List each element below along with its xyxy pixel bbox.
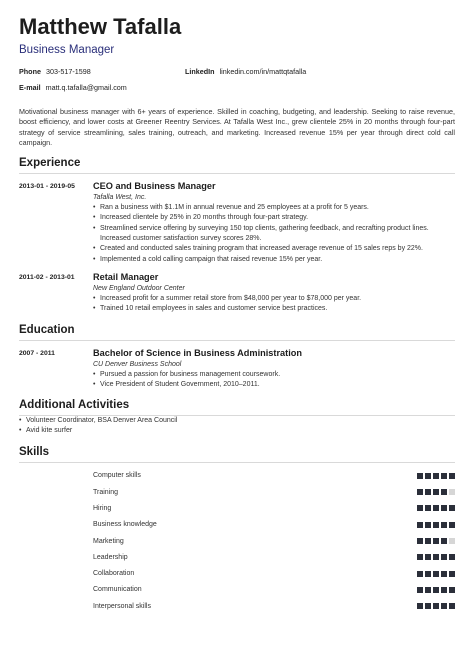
skill-dot-filled <box>425 489 431 495</box>
skill-dot-filled <box>417 554 423 560</box>
experience-list <box>19 180 455 314</box>
education-body <box>93 347 455 391</box>
skill-level-rating <box>417 505 455 511</box>
skill-name: Hiring <box>93 504 112 512</box>
skill-dot-filled <box>417 522 423 528</box>
skill-dot-filled <box>449 522 455 528</box>
linkedin-value: linkedin.com/in/mattqtafalla <box>219 67 307 76</box>
skill-dot-filled <box>417 538 423 544</box>
skill-row <box>93 549 455 565</box>
education-dates: 2007 - 2011 <box>19 349 55 357</box>
skill-dot-empty <box>449 489 455 495</box>
skill-level-rating <box>417 587 455 593</box>
experience-entry <box>19 271 455 315</box>
skill-dot-filled <box>417 603 423 609</box>
skill-level-rating <box>417 571 455 577</box>
skill-dot-filled <box>441 554 447 560</box>
skill-level-rating <box>417 554 455 560</box>
skill-row <box>93 566 455 582</box>
skill-dot-filled <box>441 587 447 593</box>
skill-dot-filled <box>449 571 455 577</box>
skill-row <box>93 500 455 516</box>
skill-dot-filled <box>433 554 439 560</box>
experience-dates: 2013-01 - 2019-05 <box>19 183 75 191</box>
job-bullet: • Streamlined service offering by surveying 150 top clients, gathering feedback, and recrafting product lines. Increased customer satisfaction survey scores 28%. <box>93 224 455 245</box>
experience-heading: Experience <box>19 156 455 174</box>
job-organization: New England Outdoor Center <box>93 284 185 292</box>
contact-email <box>19 83 127 92</box>
education-list <box>19 347 455 391</box>
job-bullets <box>93 294 455 315</box>
experience-body <box>93 271 455 315</box>
skill-level-rating <box>417 538 455 544</box>
skill-dot-filled <box>433 538 439 544</box>
skill-row <box>93 598 455 614</box>
skill-dot-filled <box>433 603 439 609</box>
skill-dot-filled <box>425 522 431 528</box>
skill-dot-filled <box>441 473 447 479</box>
skill-dot-filled <box>433 473 439 479</box>
skill-dot-filled <box>417 489 423 495</box>
skill-dot-filled <box>449 587 455 593</box>
activities-heading: Additional Activities <box>19 398 455 416</box>
education-heading: Education <box>19 323 455 341</box>
skill-dot-filled <box>433 522 439 528</box>
skill-dot-filled <box>417 571 423 577</box>
skill-dot-filled <box>417 505 423 511</box>
contact-phone <box>19 67 91 76</box>
skill-row <box>93 468 455 484</box>
skill-dot-filled <box>449 505 455 511</box>
skill-dot-filled <box>417 473 423 479</box>
job-organization: Tafalla West, Inc. <box>93 194 147 202</box>
skill-dot-filled <box>417 587 423 593</box>
skill-dot-filled <box>441 603 447 609</box>
education-bullet: • Vice President of Student Government, 2010–2011. <box>93 380 455 390</box>
skill-dot-filled <box>449 554 455 560</box>
contact-linkedin <box>185 67 306 76</box>
skill-row <box>93 517 455 533</box>
skill-row <box>93 533 455 549</box>
skill-name: Marketing <box>93 537 124 545</box>
skill-dot-filled <box>425 603 431 609</box>
education-entry <box>19 347 455 391</box>
skill-row <box>93 582 455 598</box>
skills-heading: Skills <box>19 445 455 463</box>
job-bullet: • Created and conducted sales training program that increased average revenue of 15 sales reps by 22%. <box>93 244 455 254</box>
linkedin-label: LinkedIn <box>185 67 215 76</box>
skill-level-rating <box>417 603 455 609</box>
experience-entry <box>19 180 455 265</box>
skills-list <box>19 468 455 615</box>
skill-dot-filled <box>441 571 447 577</box>
skill-name: Business knowledge <box>93 521 157 529</box>
education-bullets <box>93 370 455 391</box>
skill-dot-filled <box>449 473 455 479</box>
skill-level-rating <box>417 473 455 479</box>
skill-name: Communication <box>93 586 142 594</box>
skill-name: Training <box>93 488 119 496</box>
skill-name: Collaboration <box>93 570 135 578</box>
skill-dot-filled <box>433 489 439 495</box>
job-bullets <box>93 203 455 265</box>
experience-dates: 2011-02 - 2013-01 <box>19 273 75 281</box>
skill-dot-filled <box>433 587 439 593</box>
skill-dot-filled <box>441 489 447 495</box>
job-role: Retail Manager <box>93 271 159 282</box>
activity-item: • Avid kite surfer <box>19 426 455 436</box>
skill-name: Interpersonal skills <box>93 602 151 610</box>
job-bullet: • Ran a business with $1.1M in annual revenue and 25 employees at a profit for 5 years. <box>93 203 455 213</box>
skill-dot-filled <box>425 554 431 560</box>
skill-row <box>93 484 455 500</box>
candidate-title: Business Manager <box>19 44 115 56</box>
skill-dot-filled <box>433 571 439 577</box>
skill-dot-filled <box>425 587 431 593</box>
skill-dot-filled <box>441 538 447 544</box>
email-value: matt.q.tafalla@gmail.com <box>45 83 127 92</box>
job-role: CEO and Business Manager <box>93 181 216 192</box>
contact-info <box>19 67 455 101</box>
skill-level-rating <box>417 489 455 495</box>
job-bullet: • Implemented a cold calling campaign that raised revenue 15% per year. <box>93 255 455 265</box>
skill-dot-filled <box>449 603 455 609</box>
skill-dot-filled <box>441 522 447 528</box>
skill-level-rating <box>417 522 455 528</box>
skill-dot-filled <box>425 538 431 544</box>
school: CU Denver Business School <box>93 360 182 368</box>
phone-label: Phone <box>19 67 41 76</box>
phone-value: 303-517-1598 <box>45 67 91 76</box>
job-bullet: • Increased clientele by 25% in 20 months through four-part strategy. <box>93 213 455 223</box>
skill-name: Computer skills <box>93 472 141 480</box>
experience-body <box>93 180 455 265</box>
skill-name: Leadership <box>93 553 128 561</box>
candidate-name: Matthew Tafalla <box>19 14 182 39</box>
skill-dot-empty <box>449 538 455 544</box>
job-bullet: • Increased profit for a summer retail store from $48,000 per year to $78,000 per year. <box>93 294 455 304</box>
job-bullet: • Trained 10 retail employees in sales and customer service best practices. <box>93 304 455 314</box>
skill-dot-filled <box>441 505 447 511</box>
degree: Bachelor of Science in Business Administration <box>93 347 302 358</box>
skill-dot-filled <box>425 505 431 511</box>
skill-dot-filled <box>433 505 439 511</box>
activity-item: • Volunteer Coordinator, BSA Denver Area Council <box>19 416 455 426</box>
summary-paragraph: Motivational business manager with 6+ years of experience. Skilled in coaching, budgeting, and leadership. Seeking to raise revenue, boost efficiency, and lower costs at Greener Reentry Services. At Tafalla West Inc., grew clientele 25% in 20 months through four-part strategy of service streamlining, sales training, outreach, and marketing. Increased revenue 15% per year through direct cold call campaign. <box>19 107 455 147</box>
skill-dot-filled <box>425 473 431 479</box>
education-bullet: • Pursued a passion for business management coursework. <box>93 370 455 380</box>
email-label: E-mail <box>19 83 41 92</box>
activities-list <box>19 416 455 437</box>
skill-dot-filled <box>425 571 431 577</box>
